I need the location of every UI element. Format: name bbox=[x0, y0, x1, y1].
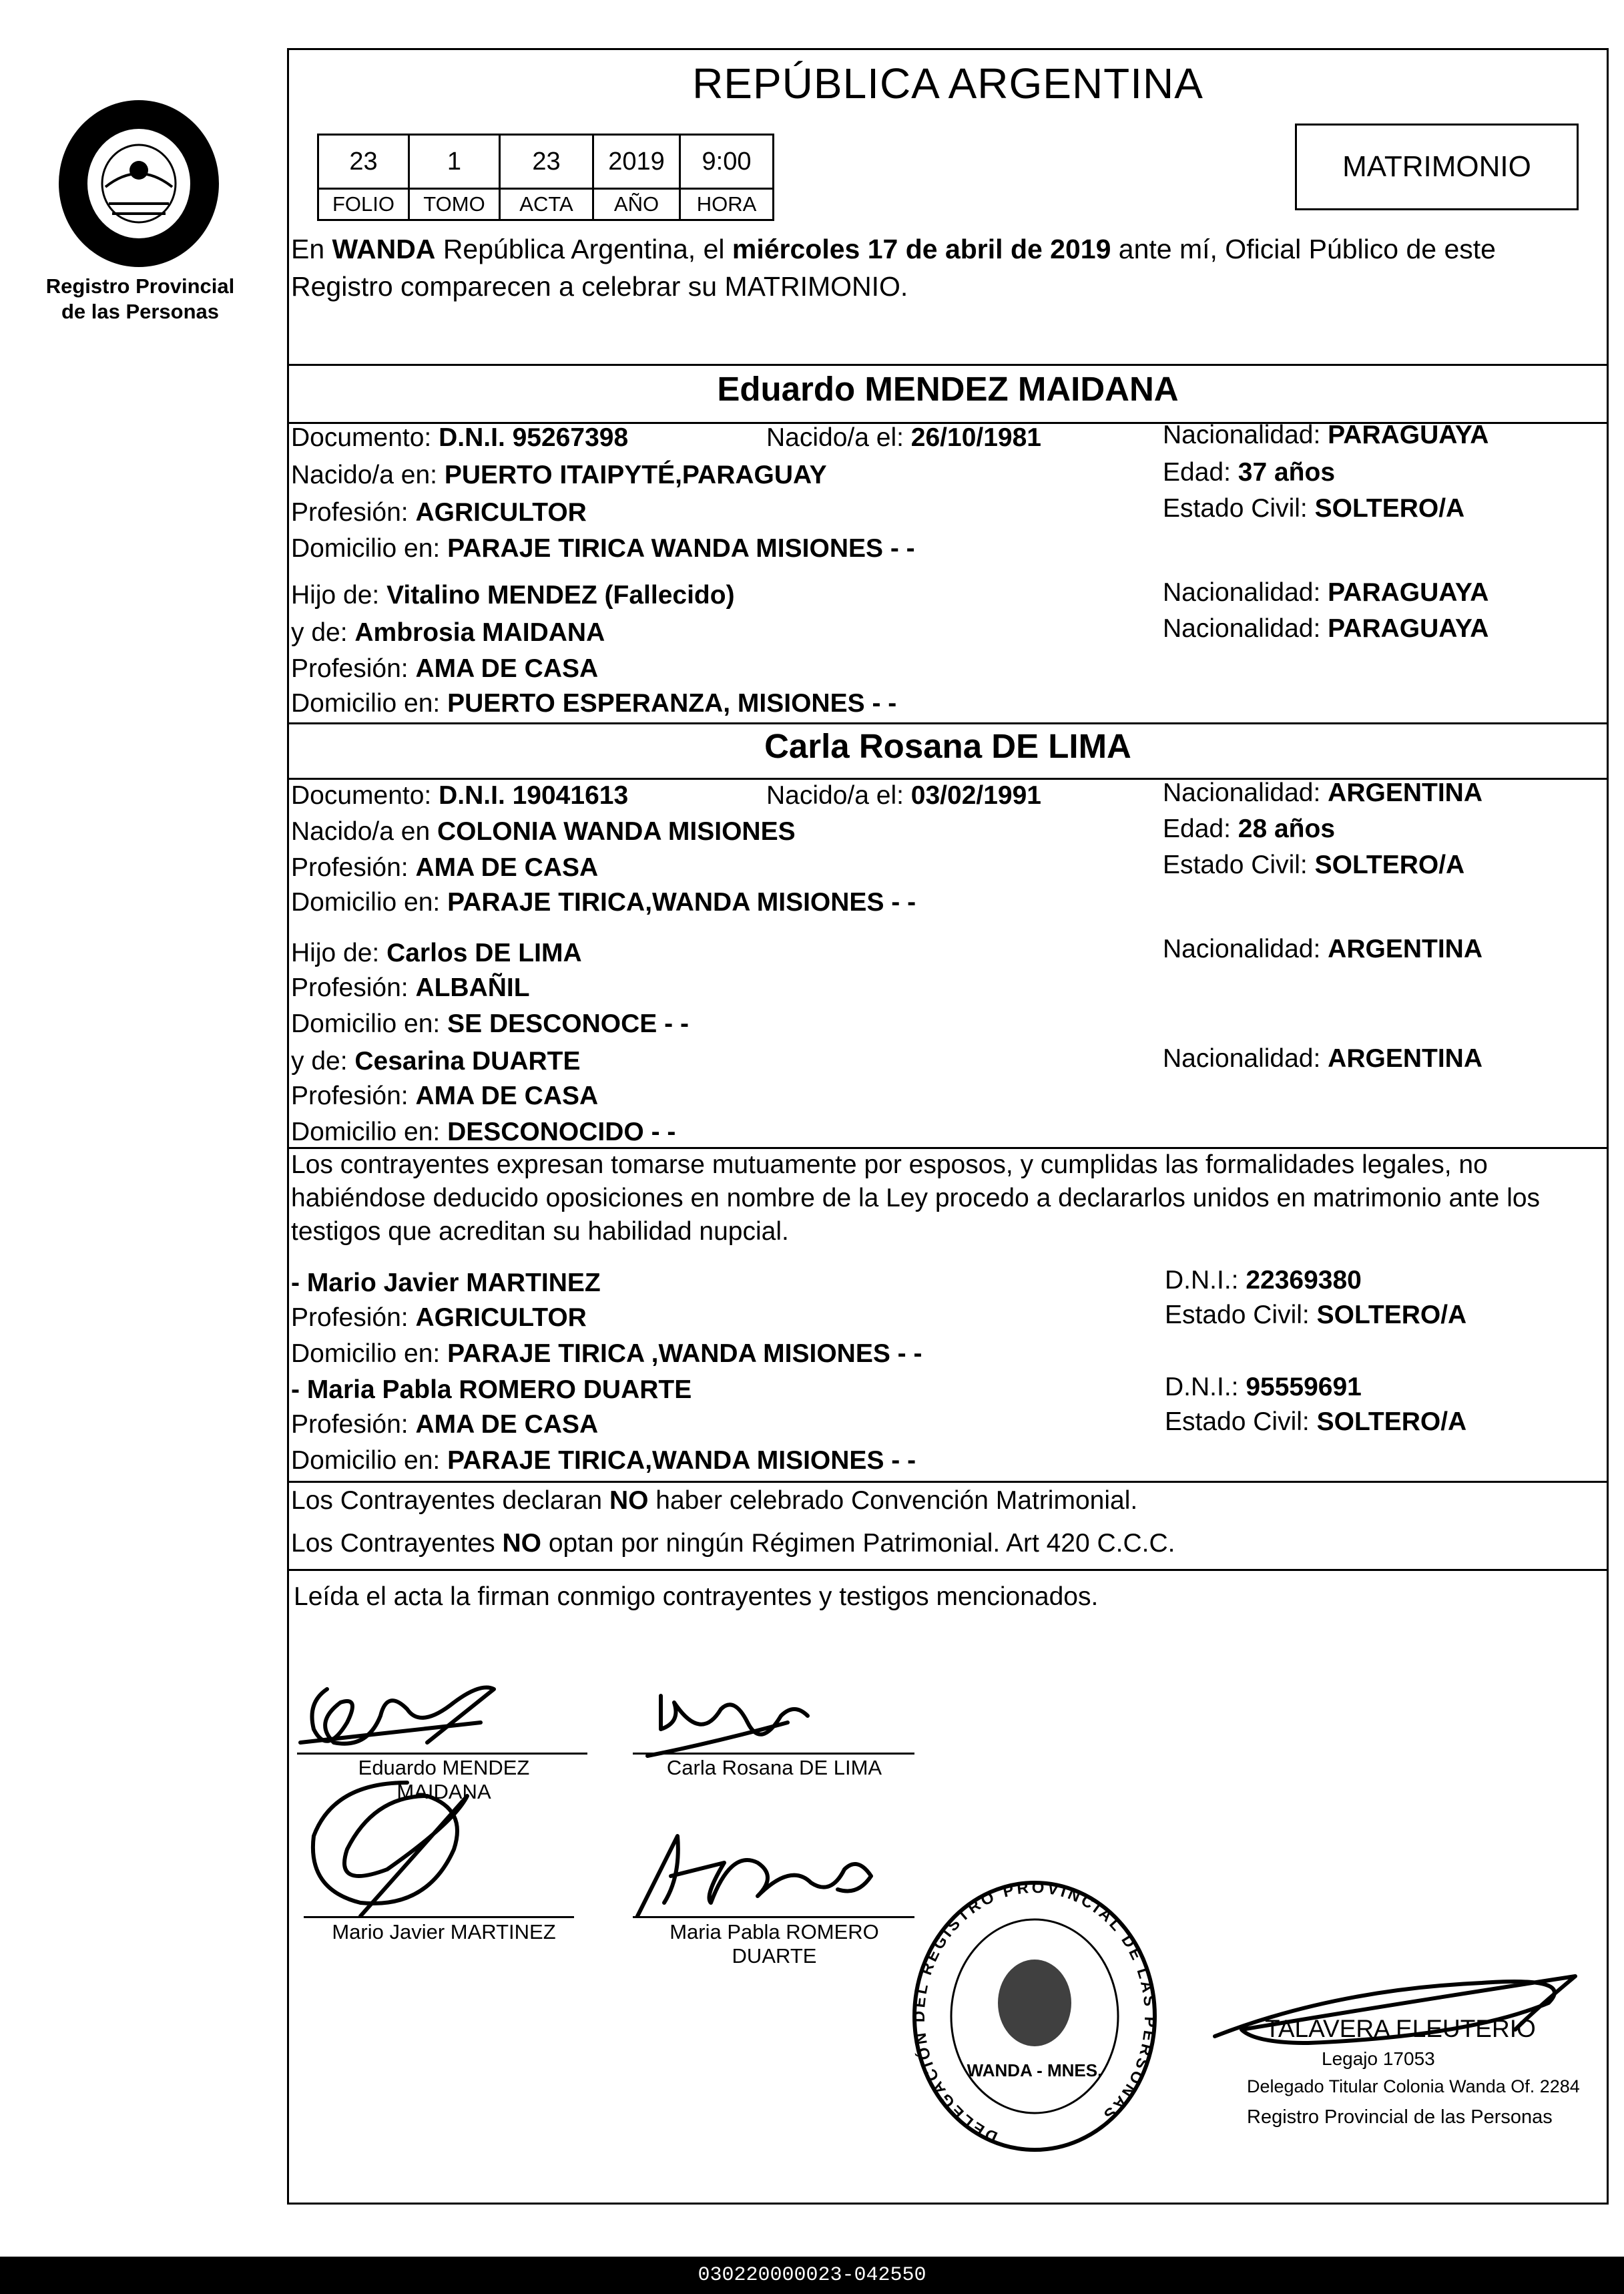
witness1-signature-line bbox=[304, 1916, 574, 1918]
bride-age: Edad: 28 años bbox=[1163, 815, 1336, 843]
tomo-label: TOMO bbox=[409, 189, 500, 220]
groom-birthplace: Nacido/a en: PUERTO ITAIPYTÉ,PARAGUAY bbox=[291, 461, 827, 489]
bride-father-profession: Profesión: ALBAÑIL bbox=[291, 973, 530, 1002]
groom-name: Eduardo MENDEZ MAIDANA bbox=[717, 370, 1179, 408]
groom-age: Edad: 37 años bbox=[1163, 458, 1336, 487]
groom-address: Domicilio en: PARAJE TIRICA WANDA MISIONES - - bbox=[291, 534, 915, 563]
groom-signature-caption: Eduardo MENDEZ MAIDANA bbox=[358, 1756, 530, 1803]
groom-nationality: Nacionalidad: PARAGUAYA bbox=[1163, 421, 1489, 449]
bride-father-address: Domicilio en: SE DESCONOCE - - bbox=[291, 1009, 689, 1038]
bride-mother-nationality: Nacionalidad: ARGENTINA bbox=[1163, 1044, 1483, 1073]
intro-date: miércoles 17 de abril de 2019 bbox=[732, 234, 1111, 264]
page-title: REPÚBLICA ARGENTINA bbox=[692, 59, 1203, 107]
groom-birth-date: Nacido/a el: 26/10/1981 bbox=[766, 423, 1041, 452]
intro-text-1: En bbox=[291, 234, 332, 264]
witness1-address: Domicilio en: PARAJE TIRICA ,WANDA MISIONES - - bbox=[291, 1339, 922, 1368]
folio-value: 23 bbox=[318, 135, 409, 189]
hora-label: HORA bbox=[680, 189, 774, 220]
logo-caption-line1: Registro Provincial bbox=[45, 274, 235, 298]
witness1-profession: Profesión: AGRICULTOR bbox=[291, 1303, 587, 1332]
official-stamp bbox=[904, 1876, 1165, 2163]
acta-label: ACTA bbox=[500, 189, 593, 220]
witness2-signature-line bbox=[633, 1916, 914, 1918]
witness1-dni: D.N.I.: 22369380 bbox=[1165, 1266, 1362, 1295]
witness1-signature bbox=[294, 1769, 534, 1929]
closing-statement: Leída el acta la firman conmigo contrayentes y testigos mencionados. bbox=[294, 1582, 1099, 1611]
stamp-inner-text: WANDA - MNES. bbox=[967, 2060, 1103, 2080]
hora-value: 9:00 bbox=[680, 135, 774, 189]
intro-text-3: ante mí, Oficial Público de este Registro comparecen a celebrar su MATRIMONIO. bbox=[291, 234, 1496, 302]
groom-parents-address: Domicilio en: PUERTO ESPERANZA, MISIONES - - bbox=[291, 689, 897, 718]
witness2-signature bbox=[624, 1823, 904, 1923]
divider bbox=[287, 1481, 1609, 1483]
official-name: TALAVERA ELEUTERIO bbox=[1265, 2015, 1536, 2042]
groom-mother-nationality: Nacionalidad: PARAGUAYA bbox=[1163, 614, 1489, 643]
groom-document: Documento: D.N.I. 95267398 bbox=[291, 423, 629, 452]
folio-label: FOLIO bbox=[318, 189, 409, 220]
reference-table bbox=[317, 134, 774, 221]
official-title: Delegado Titular Colonia Wanda Of. 2284 bbox=[1247, 2076, 1580, 2096]
bride-father-nationality: Nacionalidad: ARGENTINA bbox=[1163, 935, 1483, 963]
witness2-profession: Profesión: AMA DE CASA bbox=[291, 1410, 599, 1439]
bride-birthplace: Nacido/a en COLONIA WANDA MISIONES bbox=[291, 817, 796, 846]
groom-signature bbox=[287, 1662, 621, 1763]
witness1-name: - Mario Javier MARTINEZ bbox=[291, 1269, 601, 1297]
intro-text-2: República Argentina, el bbox=[435, 234, 732, 264]
official-legajo: Legajo 17053 bbox=[1322, 2048, 1435, 2069]
document-type-badge: MATRIMONIO bbox=[1295, 124, 1579, 210]
logo-caption-line2: de las Personas bbox=[61, 300, 220, 323]
groom-father-nationality: Nacionalidad: PARAGUAYA bbox=[1163, 578, 1489, 607]
groom-father: Hijo de: Vitalino MENDEZ (Fallecido) bbox=[291, 581, 735, 610]
bride-mother-profession: Profesión: AMA DE CASA bbox=[291, 1082, 599, 1110]
bride-birth-date: Nacido/a el: 03/02/1991 bbox=[766, 781, 1041, 810]
document-code-bar: 030220000023-042550 bbox=[0, 2257, 1624, 2294]
province-seal-logo bbox=[39, 87, 239, 274]
divider bbox=[287, 722, 1609, 724]
bride-signature-line bbox=[633, 1753, 914, 1755]
bride-mother-address: Domicilio en: DESCONOCIDO - - bbox=[291, 1118, 676, 1146]
witness2-dni: D.N.I.: 95559691 bbox=[1165, 1373, 1362, 1401]
bride-nationality: Nacionalidad: ARGENTINA bbox=[1163, 778, 1483, 807]
declaration-paragraph: Los contrayentes expresan tomarse mutuamente por esposos, y cumplidas las formalidades legales, no habiéndose deducido oposiciones en nombre de la Ley procedo a declararlos unidos en matrimonio ante los testigos que acreditan su habilidad nupcial. bbox=[291, 1150, 1541, 1246]
intro-paragraph bbox=[291, 230, 1599, 305]
stamp-ring-text: DELEGACIÓN DEL REGISTRO PROVINCIAL DE LAS PERSONAS bbox=[910, 1878, 1159, 2146]
groom-mother: y de: Ambrosia MAIDANA bbox=[291, 618, 605, 647]
bride-signature-caption: Carla Rosana DE LIMA bbox=[666, 1756, 882, 1779]
acta-value: 23 bbox=[500, 135, 593, 189]
bride-father: Hijo de: Carlos DE LIMA bbox=[291, 939, 582, 967]
groom-civil-status: Estado Civil: SOLTERO/A bbox=[1163, 494, 1465, 523]
convention-line1: Los Contrayentes declaran NO haber celebrado Convención Matrimonial. bbox=[291, 1486, 1138, 1515]
bride-document: Documento: D.N.I. 19041613 bbox=[291, 781, 629, 810]
bride-name: Carla Rosana DE LIMA bbox=[764, 727, 1131, 765]
anio-value: 2019 bbox=[593, 135, 680, 189]
bride-civil-status: Estado Civil: SOLTERO/A bbox=[1163, 851, 1465, 879]
groom-signature-line bbox=[297, 1753, 587, 1755]
groom-profession: Profesión: AGRICULTOR bbox=[291, 498, 587, 527]
witness2-civil-status: Estado Civil: SOLTERO/A bbox=[1165, 1407, 1467, 1436]
witness2-name: - Maria Pabla ROMERO DUARTE bbox=[291, 1375, 692, 1404]
witness2-address: Domicilio en: PARAJE TIRICA,WANDA MISIONES - - bbox=[291, 1446, 916, 1475]
bride-profession: Profesión: AMA DE CASA bbox=[291, 853, 599, 882]
intro-place: WANDA bbox=[332, 234, 436, 264]
divider bbox=[287, 1569, 1609, 1571]
groom-mother-profession: Profesión: AMA DE CASA bbox=[291, 654, 599, 683]
bride-address: Domicilio en: PARAJE TIRICA,WANDA MISIONES - - bbox=[291, 888, 916, 917]
witness1-civil-status: Estado Civil: SOLTERO/A bbox=[1165, 1301, 1467, 1329]
logo-caption bbox=[27, 274, 254, 324]
anio-label: AÑO bbox=[593, 189, 680, 220]
witness1-signature-caption: Mario Javier MARTINEZ bbox=[332, 1920, 556, 1943]
bride-mother: y de: Cesarina DUARTE bbox=[291, 1047, 581, 1076]
convention-line2: Los Contrayentes NO optan por ningún Régimen Patrimonial. Art 420 C.C.C. bbox=[291, 1529, 1175, 1558]
divider bbox=[287, 364, 1609, 366]
tomo-value: 1 bbox=[409, 135, 500, 189]
official-office: Registro Provincial de las Personas bbox=[1247, 2106, 1553, 2128]
witness2-signature-caption: Maria Pabla ROMERO DUARTE bbox=[669, 1920, 879, 1968]
